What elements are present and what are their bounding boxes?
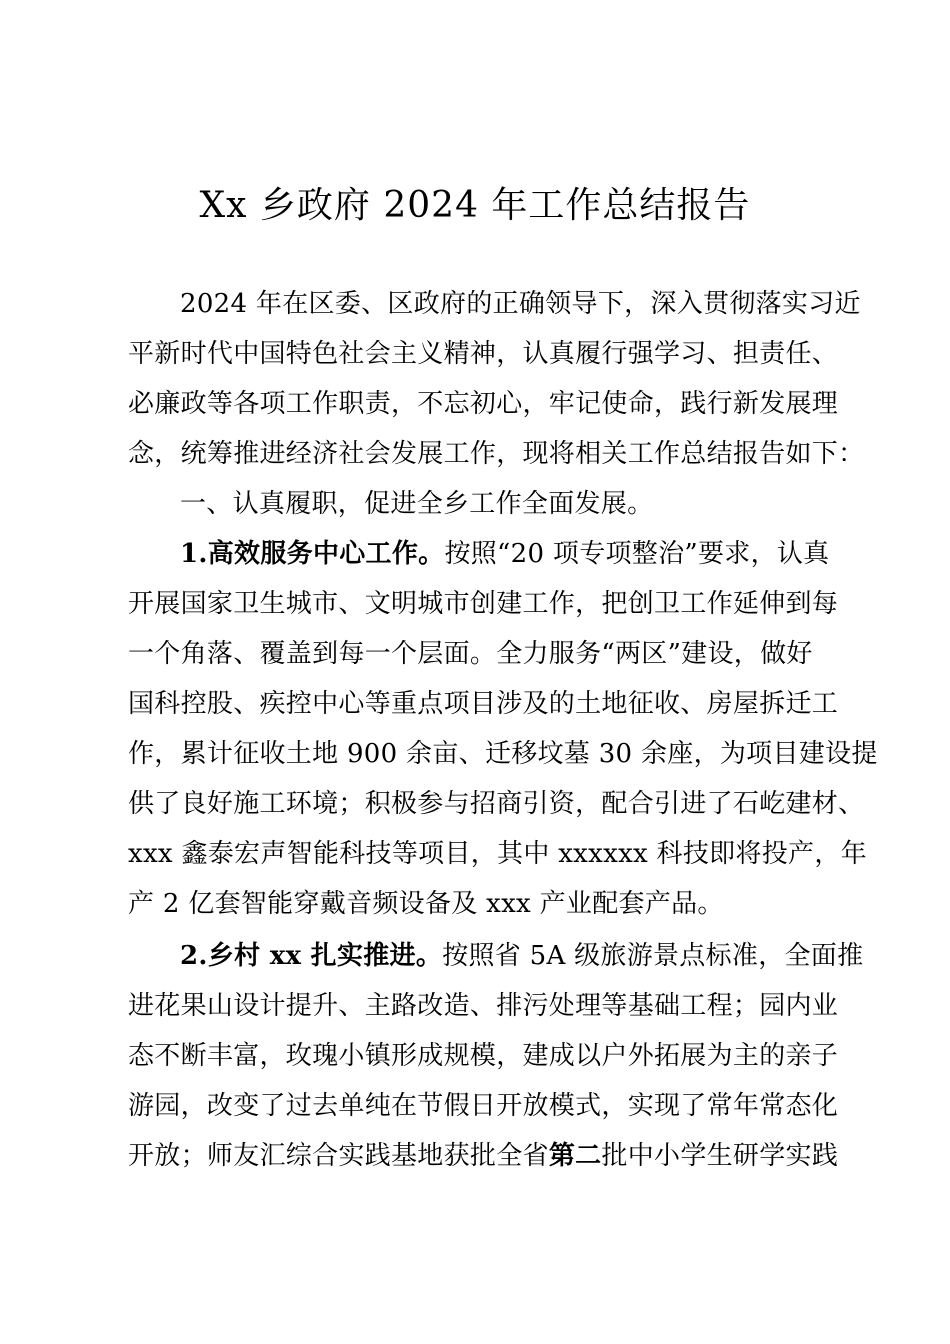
item1-line-3: 一个角落、覆盖到每一个层面。全力服务“两区”建设，做好: [128, 639, 813, 669]
item1-line-6: 供了良好施工环境；积极参与招商引资，配合引进了石屹建材、: [128, 789, 865, 819]
item2-first-rest: 按照省 5A 级旅游景点标准，全面推: [442, 941, 864, 971]
item1-lead: 1.高效服务中心工作。: [180, 539, 445, 569]
item2-last-bold: 第二: [548, 1141, 602, 1171]
item1-line-2: 开展国家卫生城市、文明城市创建工作，把创卫工作延伸到每: [128, 589, 839, 619]
item1-first-rest: 按照“20 项专项整治”要求，认真: [444, 539, 830, 569]
intro-line-3: 必廉政等各项工作职责，不忘初心，牢记使命，践行新发展理: [128, 389, 839, 419]
item1-first-line: [128, 529, 844, 579]
document-body: [128, 279, 878, 1181]
item1-line-7: xxx 鑫泰宏声智能科技等项目，其中 xxxxxx 科技即将投产，年: [128, 839, 867, 869]
item2-last-post: 批中小学生研学实践: [601, 1141, 839, 1171]
intro-line-2: 平新时代中国特色社会主义精神，认真履行强学习、担责任、: [128, 339, 839, 369]
item2-line-4: 游园，改变了过去单纯在节假日开放模式，实现了常年常态化: [128, 1091, 839, 1121]
item1-line-5: 作，累计征收土地 900 余亩、迁移坟墓 30 余座，为项目建设提: [128, 739, 878, 769]
item1-line-4: 国科控股、疾控中心等重点项目涉及的土地征收、房屋拆迁工: [128, 689, 839, 719]
intro-line-4: 念，统筹推进经济社会发展工作，现将相关工作总结报告如下：: [128, 439, 865, 469]
document-title: Xx 乡政府 2024 年工作总结报告: [199, 185, 751, 226]
section1-heading: 一、认真履职，促进全乡工作全面发展。: [180, 489, 654, 519]
item2-last-pre: 开放；师友汇综合实践基地获批全省: [128, 1141, 549, 1171]
intro-line-1: 2024 年在区委、区政府的正确领导下，深入贯彻落实习近: [180, 289, 861, 319]
item2-lead: 2.乡村 xx 扎实推进。: [180, 941, 443, 971]
item2-line-3: 态不断丰富，玫瑰小镇形成规模，建成以户外拓展为主的亲子: [128, 1041, 839, 1071]
item2-first-line: [128, 931, 864, 981]
item1-line-8: 产 2 亿套智能穿戴音频设备及 xxx 产业配套产品。: [128, 889, 724, 919]
item2-last-line: [128, 1131, 844, 1181]
item2-line-2: 进花果山设计提升、主路改造、排污处理等基础工程；园内业: [128, 991, 839, 1021]
